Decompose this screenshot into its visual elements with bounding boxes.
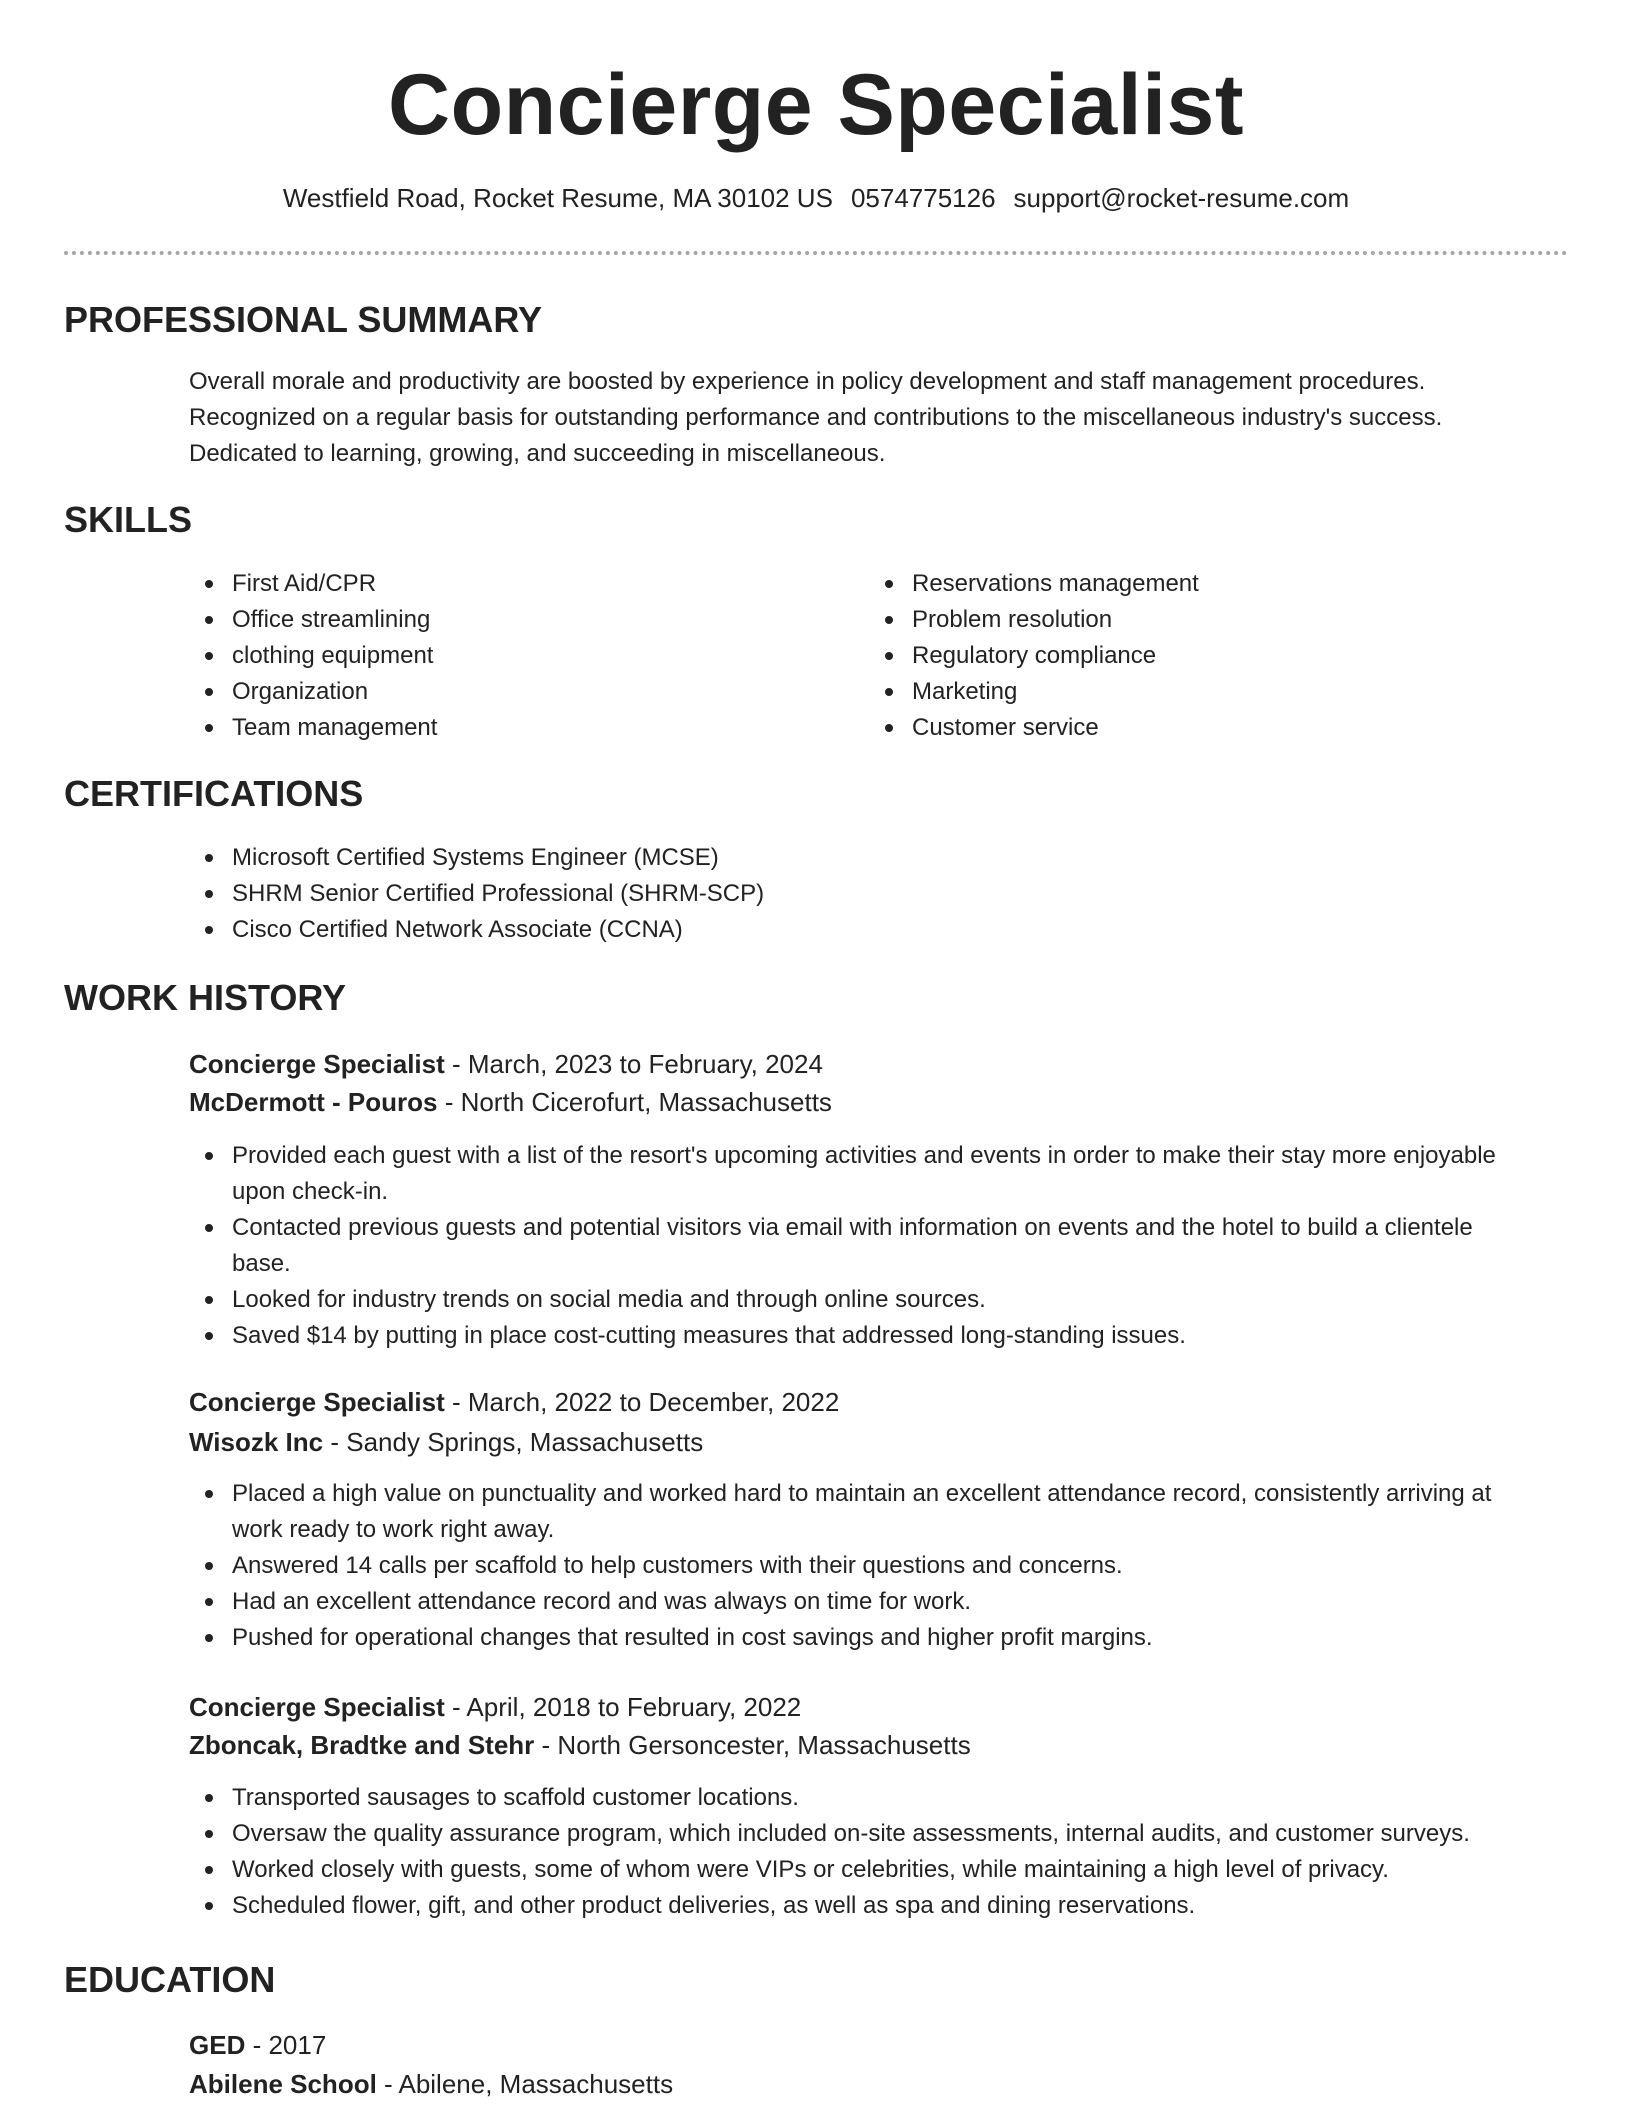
section-heading-education: EDUCATION [64,1959,276,2000]
job-dates: - March, 2023 to February, 2024 [444,1049,823,1079]
contact-address: Westfield Road, Rocket Resume, MA 30102 US [282,183,833,213]
job-bullet: Provided each guest with a list of the resort's upcoming activities and events in order to make their stay more enjoyable upon check-in. [188,1138,1568,1210]
summary-line: Dedicated to learning, growing, and succeeding in miscellaneous. [189,440,886,467]
job-company-line [189,1423,703,1461]
education-degree: GED [189,2030,246,2060]
contact-line [0,180,1632,216]
skills-list-left [188,566,808,746]
job-title-line [189,1045,823,1083]
job-bullets [188,1780,1568,1924]
job-company: McDermott - Pouros [189,1087,438,1117]
job-bullet: Answered 14 calls per scaffold to help customers with their questions and concerns. [188,1548,1568,1584]
job-title: Concierge Specialist [189,1049,445,1079]
job-title-line [189,1383,839,1421]
header-divider [64,251,1568,255]
certifications-list [188,840,1488,948]
section-heading-work-history: WORK HISTORY [64,977,347,1018]
skill-item: clothing equipment [188,638,808,674]
contact-phone: 0574775126 [850,183,996,213]
section-heading-skills: SKILLS [64,499,193,540]
education-school: Abilene School [189,2069,377,2099]
job-location: - Sandy Springs, Massachusetts [323,1427,704,1457]
skills-list-right [868,566,1488,746]
education-degree-line [189,2026,326,2064]
job-location: - North Gersoncester, Massachusetts [534,1730,971,1760]
summary-line: Recognized on a regular basis for outstanding performance and contributions to the miscellaneous industry's success. [189,404,1443,431]
job-title-line [189,1688,801,1726]
job-location: - North Cicerofurt, Massachusetts [437,1087,832,1117]
job-title: Concierge Specialist [189,1692,445,1722]
education-year: - 2017 [245,2030,327,2060]
job-company-line [189,1083,832,1121]
job-title: Concierge Specialist [189,1387,445,1417]
job-bullet: Pushed for operational changes that resulted in cost savings and higher profit margins. [188,1620,1568,1656]
job-bullet: Worked closely with guests, some of whom were VIPs or celebrities, while maintaining a high level of privacy. [188,1852,1568,1888]
section-heading-summary: PROFESSIONAL SUMMARY [64,299,543,340]
skill-item: Regulatory compliance [868,638,1488,674]
job-bullet: Saved $14 by putting in place cost-cutting measures that addressed long-standing issues. [188,1318,1568,1354]
skill-item: Team management [188,710,808,746]
job-dates: - March, 2022 to December, 2022 [444,1387,840,1417]
job-company: Zboncak, Bradtke and Stehr [189,1730,535,1760]
job-bullet: Oversaw the quality assurance program, which included on-site assessments, internal audits, and customer surveys. [188,1816,1568,1852]
education-school-line [189,2065,673,2103]
certification-item: SHRM Senior Certified Professional (SHRM-SCP) [188,876,1488,912]
job-bullet: Contacted previous guests and potential visitors via email with information on events and the hotel to build a clientele base. [188,1210,1568,1282]
certification-item: Microsoft Certified Systems Engineer (MCSE) [188,840,1488,876]
skill-item: Organization [188,674,808,710]
skill-item: First Aid/CPR [188,566,808,602]
skill-item: Reservations management [868,566,1488,602]
contact-email: support@rocket-resume.com [1013,183,1350,213]
job-bullet: Looked for industry trends on social media and through online sources. [188,1282,1568,1318]
summary-text [189,364,1559,472]
job-bullets [188,1476,1568,1656]
summary-line: Overall morale and productivity are boosted by experience in policy development and staff management procedures. [189,368,1426,395]
job-bullets [188,1138,1568,1354]
skill-item: Office streamlining [188,602,808,638]
section-heading-certifications: CERTIFICATIONS [64,773,364,814]
job-bullet: Transported sausages to scaffold customer locations. [188,1780,1568,1816]
skill-item: Customer service [868,710,1488,746]
job-bullet: Had an excellent attendance record and was always on time for work. [188,1584,1568,1620]
resume-name: Concierge Specialist [388,57,1244,153]
skill-item: Marketing [868,674,1488,710]
job-bullet: Scheduled flower, gift, and other product deliveries, as well as spa and dining reservations. [188,1888,1568,1924]
job-company-line [189,1726,971,1764]
job-company: Wisozk Inc [189,1427,324,1457]
skill-item: Problem resolution [868,602,1488,638]
job-bullet: Placed a high value on punctuality and worked hard to maintain an excellent attendance record, consistently arriving at work ready to work right away. [188,1476,1568,1548]
certification-item: Cisco Certified Network Associate (CCNA) [188,912,1488,948]
education-location: - Abilene, Massachusetts [376,2069,674,2099]
job-dates: - April, 2018 to February, 2022 [444,1692,802,1722]
